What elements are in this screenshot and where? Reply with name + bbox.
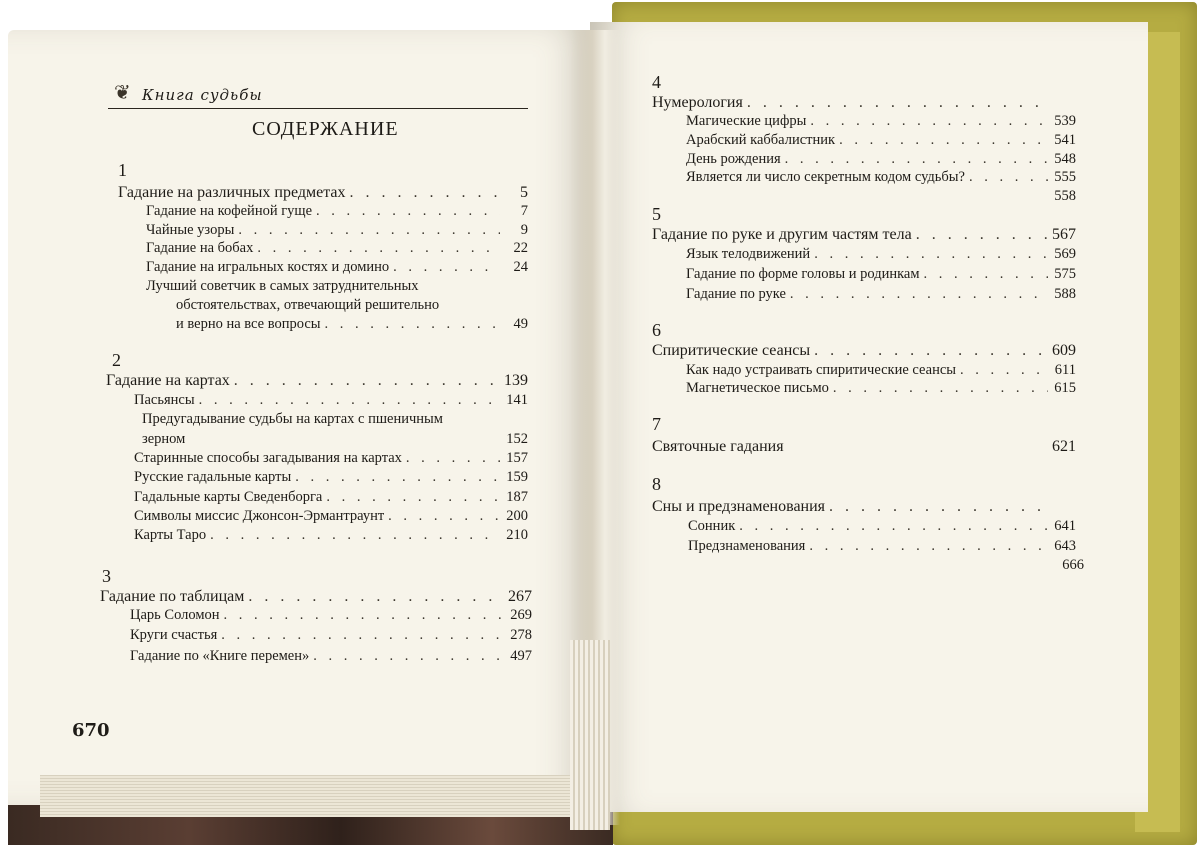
entry-title: Является ли число секретным кодом судьбы? <box>686 169 965 185</box>
entry-title-line: Лучший советчик в самых затруднительных <box>146 278 419 294</box>
entry-page: 157 <box>506 450 528 466</box>
toc-entry[interactable] <box>142 429 528 448</box>
entry-title: Гадание на картах <box>106 372 230 389</box>
entry-page: 539 <box>1054 113 1076 129</box>
entry-title: зерном <box>142 431 186 447</box>
toc-entry[interactable] <box>686 360 1076 379</box>
entry-page: 548 <box>1054 151 1076 167</box>
toc-entry[interactable] <box>176 314 528 333</box>
entry-title: Чайные узоры <box>146 222 235 238</box>
entry-page: 641 <box>1054 518 1076 534</box>
entry-title: Гадание по «Книге перемен» <box>130 648 310 664</box>
entry-page: 267 <box>508 588 532 605</box>
entry-page: 621 <box>1052 438 1076 455</box>
entry-title: Как надо устраивать спиритические сеансы <box>686 362 957 378</box>
entry-title-line: обстоятельствах, отвечающий решительно <box>176 297 440 313</box>
entry-title: Спиритические сеансы <box>652 342 811 359</box>
ornament-icon: ❦ <box>114 80 131 104</box>
entry-page: 567 <box>1052 226 1076 243</box>
header-rule <box>108 108 528 109</box>
entry-page: 541 <box>1054 132 1076 148</box>
toc-entry[interactable] <box>146 238 528 257</box>
entry-title-line: Предугадывание судьбы на картах с пшеничным <box>142 411 443 427</box>
entry-title: Гадание по руке <box>686 286 786 302</box>
entry-title: Магические цифры <box>686 113 807 129</box>
toc-entry[interactable] <box>686 244 1076 263</box>
section-number: 8 <box>652 474 661 494</box>
entry-title: Гадание по руке и другим частям тела <box>652 226 912 243</box>
entry-title: Карты Таро <box>134 527 207 543</box>
entry-page: 497 <box>510 648 532 664</box>
entry-page: 200 <box>506 508 528 524</box>
entry-title: Русские гадальные карты <box>134 469 292 485</box>
entry-title: Гадание на бобах <box>146 240 254 256</box>
entry-page: 278 <box>510 627 532 643</box>
entry-title: Гадальные карты Сведенборга <box>134 489 323 505</box>
toc-entry[interactable] <box>146 220 528 239</box>
toc-entry[interactable] <box>130 625 532 644</box>
section-number: 3 <box>102 566 111 586</box>
entry-page: 152 <box>506 431 528 447</box>
toc-entry[interactable] <box>686 378 1076 397</box>
entry-title: Пасьянсы <box>134 392 195 408</box>
toc-entry[interactable] <box>134 448 528 467</box>
entry-title: Магнетическое письмо <box>686 380 829 396</box>
section-number: 2 <box>112 350 121 370</box>
toc-entry[interactable] <box>652 340 1076 360</box>
entry-title: Царь Соломон <box>130 607 220 623</box>
entry-title: Предзнаменования <box>688 538 806 554</box>
entry-page: 141 <box>506 392 528 408</box>
entry-title: Символы миссис Джонсон-Эрмантраунт <box>134 508 385 524</box>
entry-page: 22 <box>513 240 528 256</box>
entry-title: Язык телодвижений <box>686 246 811 262</box>
section-number: 6 <box>652 320 661 340</box>
toc-entry[interactable] <box>130 646 532 665</box>
entry-page: 5 <box>520 184 528 201</box>
section-number: 4 <box>652 72 661 92</box>
entry-page: 139 <box>504 372 528 389</box>
entry-title: Гадание на кофейной гуще <box>146 203 313 219</box>
entry-page: 569 <box>1054 246 1076 262</box>
entry-title: Гадание по форме головы и родинкам <box>686 266 920 282</box>
section-number: 5 <box>652 204 661 224</box>
toc-entry[interactable] <box>146 201 528 220</box>
toc-entry[interactable] <box>688 536 1076 555</box>
entry-page: 611 <box>1054 362 1076 378</box>
toc-entry[interactable] <box>688 516 1076 535</box>
entry-page: 9 <box>520 222 528 238</box>
entry-page: 588 <box>1054 286 1076 302</box>
toc-entry[interactable] <box>134 467 528 486</box>
entry-page: 666 <box>1062 557 1084 573</box>
entry-page: 609 <box>1052 342 1076 359</box>
entry-page: 210 <box>506 527 528 543</box>
toc-entry[interactable] <box>686 284 1076 303</box>
entry-title: Гадание на различных предметах <box>118 184 346 201</box>
toc-entry[interactable] <box>134 506 528 525</box>
entry-title: Святочные гадания <box>652 438 784 455</box>
entry-page: 269 <box>510 607 532 623</box>
toc-entry[interactable] <box>652 436 1076 456</box>
entry-title: Гадание на игральных костях и домино <box>146 259 390 275</box>
toc-entry[interactable] <box>134 390 528 409</box>
toc-entry[interactable] <box>146 257 528 276</box>
entry-title: Сны и предзнаменования <box>652 498 826 515</box>
entry-page: 558 <box>1054 188 1076 204</box>
toc-entry[interactable] <box>686 130 1076 149</box>
page-stack-edge <box>40 775 588 817</box>
toc-entry[interactable] <box>652 224 1076 244</box>
entry-title: и верно на все вопросы <box>176 316 321 332</box>
toc-entry[interactable] <box>688 555 1084 574</box>
toc-entry[interactable] <box>652 496 1076 516</box>
entry-title: Гадание по таблицам <box>100 588 245 605</box>
page-folio: 670 <box>72 720 110 741</box>
entry-page: 24 <box>513 259 528 275</box>
toc-entry[interactable] <box>130 605 532 624</box>
torn-binding <box>570 640 610 830</box>
toc-entry[interactable] <box>100 586 532 606</box>
toc-entry[interactable] <box>686 111 1076 130</box>
toc-entry[interactable] <box>652 92 1076 112</box>
entry-page: 49 <box>513 316 528 332</box>
toc-entry[interactable] <box>134 525 528 544</box>
running-head: Книга судьбы <box>142 86 263 104</box>
entry-title: Старинные способы загадывания на картах <box>134 450 402 466</box>
entry-title: Круги счастья <box>130 627 218 643</box>
toc-entry[interactable] <box>686 167 1076 186</box>
contents-title: СОДЕРЖАНИЕ <box>252 118 399 140</box>
entry-title: День рождения <box>686 151 781 167</box>
toc-entry[interactable] <box>686 186 1076 205</box>
entry-page: 555 <box>1054 169 1076 185</box>
entry-title: Нумерология <box>652 94 743 111</box>
section-number: 7 <box>652 414 661 434</box>
entry-page: 187 <box>506 489 528 505</box>
entry-page: 643 <box>1054 538 1076 554</box>
toc-entry[interactable] <box>118 182 528 202</box>
toc-entry[interactable] <box>134 487 528 506</box>
entry-title: Арабский каббалистник <box>686 132 836 148</box>
toc-entry[interactable] <box>106 370 528 390</box>
toc-entry[interactable] <box>686 264 1076 283</box>
entry-page: 7 <box>520 203 528 219</box>
entry-page: 159 <box>506 469 528 485</box>
section-number: 1 <box>118 160 127 180</box>
toc-entry[interactable] <box>686 149 1076 168</box>
entry-page: 575 <box>1054 266 1076 282</box>
entry-title: Сонник <box>688 518 736 534</box>
entry-page: 615 <box>1054 380 1076 396</box>
